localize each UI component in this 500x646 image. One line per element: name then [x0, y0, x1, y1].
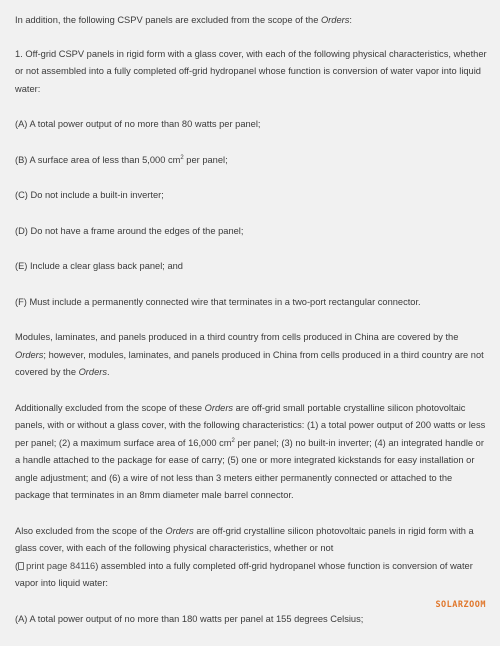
list1-item-d: (D) Do not have a frame around the edges of the panel; [15, 225, 244, 236]
modules-paragraph: Modules, laminates, and panels produced in a third country from cells produced in China are covered by the Orders; however, modules, laminates, and panels produced in China from cells produced in a third country are not covered by the Orders. [15, 332, 484, 377]
list1-item-f: (F) Must include a permanently connected wire that terminates in a two-port rectangular connector. [15, 296, 421, 307]
list1-item-a: (A) A total power output of no more than 80 watts per panel; [15, 119, 261, 129]
document-body [15, 12, 487, 646]
also-excluded-paragraph: Also excluded from the scope of the Orders are off-grid crystalline silicon photovoltaic panels in rigid form with a glass cover, with each of the following physical characteristics, whether or not ( print page 84116) assembled into a fully completed off-grid hydropanel whose function is conversion of water vapor into liquid water: [15, 525, 474, 588]
document-icon [18, 562, 24, 570]
solarzoom-watermark: SOLARZOOM [435, 600, 486, 610]
intro-paragraph: In addition, the following CSPV panels are excluded from the scope of the Orders: [15, 15, 352, 25]
orders-emphasis: Orders [320, 15, 350, 25]
list1-item-b: (B) A surface area of less than 5,000 $cm^2$ per panel; [15, 154, 228, 165]
point-1-paragraph: 1. Off-grid CSPV panels in rigid form with a glass cover, with each of the following physical characteristics, whether or not assembled into a fully completed off-grid hydropanel whose function is conversion of water vapor into liquid water: [15, 48, 487, 94]
print-page-link[interactable]: print page 84116 [18, 561, 95, 571]
additional-exclusion-paragraph: Additionally excluded from the scope of these Orders are off-grid small portable crystalline silicon photovoltaic panels, with or without a glass cover, with the following characteristics: (1) a total power output of 200 watts or less per panel; (2) a maximum surface area of 16,000 $cm^2$ per panel; (3) no built-in inverter; (4) an integrated handle or a handle attached to the package for ease of carry; (5) one or more integrated kickstands for easy installation or angle adjustment; and (6) a wire of not less than 3 meters either permanently connected or attached to the package that terminates in an 8mm diameter male barrel connector. [15, 402, 486, 500]
list1-item-e: (E) Include a clear glass back panel; and [15, 261, 183, 271]
superscript: 2 [180, 154, 184, 161]
list1-item-c: (C) Do not include a built-in inverter; [15, 190, 164, 200]
superscript: 2 [231, 437, 235, 444]
list2-item-a: (A) A total power output of no more than 180 watts per panel at 155 degrees Celsius; [15, 613, 364, 624]
